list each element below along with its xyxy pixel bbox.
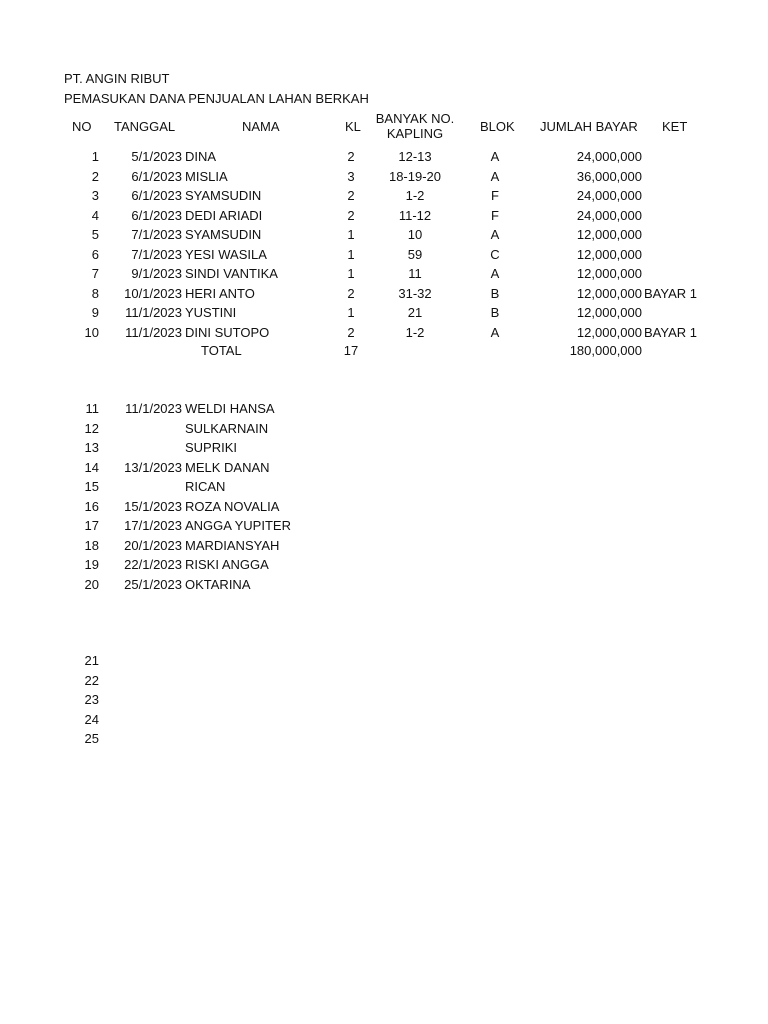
cell-jumlah: 12,000,000 bbox=[576, 246, 642, 262]
cell-no: 22 bbox=[84, 672, 99, 688]
cell-tanggal: 20/1/2023 bbox=[124, 537, 182, 553]
cell-tanggal: 11/1/2023 bbox=[125, 305, 182, 320]
cell-nama: SUPRIKI bbox=[185, 440, 238, 455]
cell-tanggal: 5/1/2023 bbox=[131, 149, 182, 164]
cell-kl: 1 bbox=[347, 305, 355, 320]
cell-tanggal: 10/1/2023 bbox=[124, 285, 182, 301]
cell-nama: OKTARINA bbox=[185, 576, 251, 592]
cell-blok: C bbox=[490, 246, 500, 262]
cell-no: 25 bbox=[84, 731, 99, 746]
cell-blok: A bbox=[490, 149, 500, 164]
cell-no: 8 bbox=[91, 285, 99, 301]
table-row bbox=[0, 575, 768, 594]
table-row bbox=[0, 245, 768, 264]
table-row bbox=[0, 729, 768, 748]
cell-no: 11 bbox=[85, 401, 99, 416]
cell-nama: DINA bbox=[185, 149, 217, 164]
cell-no: 18 bbox=[84, 537, 99, 553]
table-row bbox=[0, 477, 768, 496]
table-row bbox=[0, 206, 768, 225]
table-row bbox=[0, 303, 768, 322]
table-row bbox=[0, 710, 768, 729]
cell-no: 6 bbox=[91, 246, 99, 262]
cell-jumlah: 12,000,000 bbox=[576, 324, 642, 340]
col-kapling-line2: KAPLING bbox=[386, 126, 444, 141]
cell-no: 17 bbox=[84, 518, 99, 533]
table-row bbox=[0, 399, 768, 418]
cell-no: 10 bbox=[84, 324, 99, 340]
cell-tanggal: 6/1/2023 bbox=[131, 207, 182, 223]
cell-nama: DINI SUTOPO bbox=[185, 324, 270, 340]
cell-no: 3 bbox=[91, 188, 99, 203]
cell-nama: MISLIA bbox=[185, 168, 228, 184]
cell-no: 20 bbox=[84, 576, 99, 592]
cell-jumlah: 12,000,000 bbox=[576, 227, 642, 242]
cell-nama: ANGGA YUPITER bbox=[185, 518, 291, 533]
cell-no: 2 bbox=[91, 168, 99, 184]
cell-ket: BAYAR 1 bbox=[644, 285, 697, 301]
table-row bbox=[0, 284, 768, 303]
cell-jumlah: 12,000,000 bbox=[576, 305, 642, 320]
col-kl: KL bbox=[345, 119, 361, 134]
cell-nama: DEDI ARIADI bbox=[185, 207, 263, 223]
cell-nama: MARDIANSYAH bbox=[185, 537, 280, 553]
cell-no: 5 bbox=[91, 227, 99, 242]
cell-tanggal: 7/1/2023 bbox=[131, 227, 182, 242]
report-subtitle: PEMASUKAN DANA PENJUALAN LAHAN BERKAH bbox=[64, 91, 369, 106]
table-row bbox=[0, 264, 768, 283]
cell-kapling: 12-13 bbox=[398, 149, 432, 164]
total-row bbox=[0, 341, 768, 360]
table-row bbox=[0, 419, 768, 438]
cell-no: 23 bbox=[84, 692, 99, 707]
cell-nama: SINDI VANTIKA bbox=[185, 266, 278, 281]
cell-kapling: 10 bbox=[407, 227, 423, 242]
cell-nama: YESI WASILA bbox=[185, 246, 267, 262]
cell-kl: 2 bbox=[347, 324, 355, 340]
col-ket: KET bbox=[662, 119, 688, 134]
cell-tanggal: 15/1/2023 bbox=[124, 498, 182, 514]
cell-tanggal: 25/1/2023 bbox=[124, 576, 182, 592]
cell-blok: A bbox=[490, 266, 500, 281]
cell-jumlah: 24,000,000 bbox=[576, 207, 642, 223]
cell-no: 4 bbox=[91, 207, 99, 223]
cell-no: 12 bbox=[84, 420, 99, 436]
table-row bbox=[0, 186, 768, 205]
cell-kl: 1 bbox=[347, 266, 355, 281]
cell-tanggal: 11/1/2023 bbox=[125, 401, 182, 416]
table-row bbox=[0, 651, 768, 670]
cell-blok: A bbox=[490, 227, 500, 242]
cell-jumlah: 36,000,000 bbox=[576, 168, 642, 184]
cell-nama: SYAMSUDIN bbox=[185, 227, 262, 242]
cell-kl: 2 bbox=[347, 285, 355, 301]
cell-kl: 1 bbox=[347, 227, 355, 242]
cell-kapling: 1-2 bbox=[405, 324, 425, 340]
cell-kapling: 31-32 bbox=[398, 285, 432, 301]
cell-no: 21 bbox=[84, 653, 99, 668]
cell-kapling: 11-12 bbox=[398, 207, 432, 223]
cell-blok: A bbox=[490, 168, 500, 184]
table-row bbox=[0, 323, 768, 342]
cell-kl: 2 bbox=[347, 188, 355, 203]
cell-kl: 2 bbox=[347, 149, 355, 164]
table-row bbox=[0, 516, 768, 535]
cell-nama: RISKI ANGGA bbox=[185, 557, 269, 572]
cell-kapling: 21 bbox=[407, 305, 423, 320]
cell-nama: SULKARNAIN bbox=[185, 420, 269, 436]
cell-kapling: 1-2 bbox=[405, 188, 425, 203]
cell-tanggal: 22/1/2023 bbox=[124, 557, 182, 572]
cell-jumlah: 24,000,000 bbox=[576, 188, 642, 203]
table-row bbox=[0, 555, 768, 574]
cell-blok: B bbox=[490, 305, 500, 320]
table-row bbox=[0, 167, 768, 186]
cell-no: 15 bbox=[84, 479, 99, 494]
cell-kapling: 18-19-20 bbox=[388, 168, 442, 184]
cell-kl: 3 bbox=[347, 168, 355, 184]
cell-jumlah: 12,000,000 bbox=[576, 266, 642, 281]
col-tanggal: TANGGAL bbox=[114, 119, 176, 134]
cell-no: 24 bbox=[84, 711, 99, 727]
table-row bbox=[0, 536, 768, 555]
cell-nama: HERI ANTO bbox=[185, 285, 255, 301]
cell-tanggal: 13/1/2023 bbox=[124, 459, 182, 475]
cell-no: 13 bbox=[84, 440, 99, 455]
cell-tanggal: 7/1/2023 bbox=[131, 246, 182, 262]
cell-no: 1 bbox=[91, 149, 99, 164]
cell-kapling: 11 bbox=[408, 266, 422, 281]
cell-blok: F bbox=[491, 188, 499, 203]
cell-tanggal: 17/1/2023 bbox=[124, 518, 182, 533]
cell-nama: WELDI HANSA bbox=[185, 401, 275, 416]
cell-ket: BAYAR 1 bbox=[644, 324, 697, 340]
cell-blok: A bbox=[490, 324, 500, 340]
col-no: NO bbox=[72, 119, 92, 134]
col-nama: NAMA bbox=[242, 119, 280, 134]
cell-kapling: 59 bbox=[407, 246, 423, 262]
col-jumlah: JUMLAH BAYAR bbox=[540, 119, 638, 134]
company-title: PT. ANGIN RIBUT bbox=[64, 71, 170, 86]
cell-no: 7 bbox=[91, 266, 99, 281]
col-kapling-line1: BANYAK NO. bbox=[375, 111, 455, 126]
total-jumlah: 180,000,000 bbox=[569, 343, 642, 358]
total-kl: 17 bbox=[343, 343, 359, 358]
cell-nama: SYAMSUDIN bbox=[185, 188, 262, 203]
cell-nama: ROZA NOVALIA bbox=[185, 498, 280, 514]
cell-nama: MELK DANAN bbox=[185, 459, 270, 475]
cell-no: 14 bbox=[84, 459, 99, 475]
cell-jumlah: 24,000,000 bbox=[576, 149, 642, 164]
cell-tanggal: 6/1/2023 bbox=[131, 168, 182, 184]
cell-no: 16 bbox=[84, 498, 99, 514]
cell-nama: YUSTINI bbox=[185, 305, 237, 320]
cell-kl: 2 bbox=[347, 207, 355, 223]
cell-blok: F bbox=[491, 207, 499, 223]
table-row bbox=[0, 458, 768, 477]
table-row bbox=[0, 225, 768, 244]
table-row bbox=[0, 438, 768, 457]
cell-kl: 1 bbox=[347, 246, 355, 262]
cell-no: 19 bbox=[84, 557, 99, 572]
table-row bbox=[0, 147, 768, 166]
cell-tanggal: 9/1/2023 bbox=[131, 266, 182, 281]
table-row bbox=[0, 690, 768, 709]
cell-no: 9 bbox=[91, 305, 99, 320]
table-row bbox=[0, 671, 768, 690]
table-row bbox=[0, 497, 768, 516]
cell-tanggal: 6/1/2023 bbox=[131, 188, 182, 203]
total-label: TOTAL bbox=[201, 343, 242, 358]
cell-blok: B bbox=[490, 285, 500, 301]
cell-jumlah: 12,000,000 bbox=[576, 285, 642, 301]
cell-tanggal: 11/1/2023 bbox=[125, 324, 182, 340]
cell-nama: RICAN bbox=[185, 479, 226, 494]
col-blok: BLOK bbox=[480, 119, 515, 134]
